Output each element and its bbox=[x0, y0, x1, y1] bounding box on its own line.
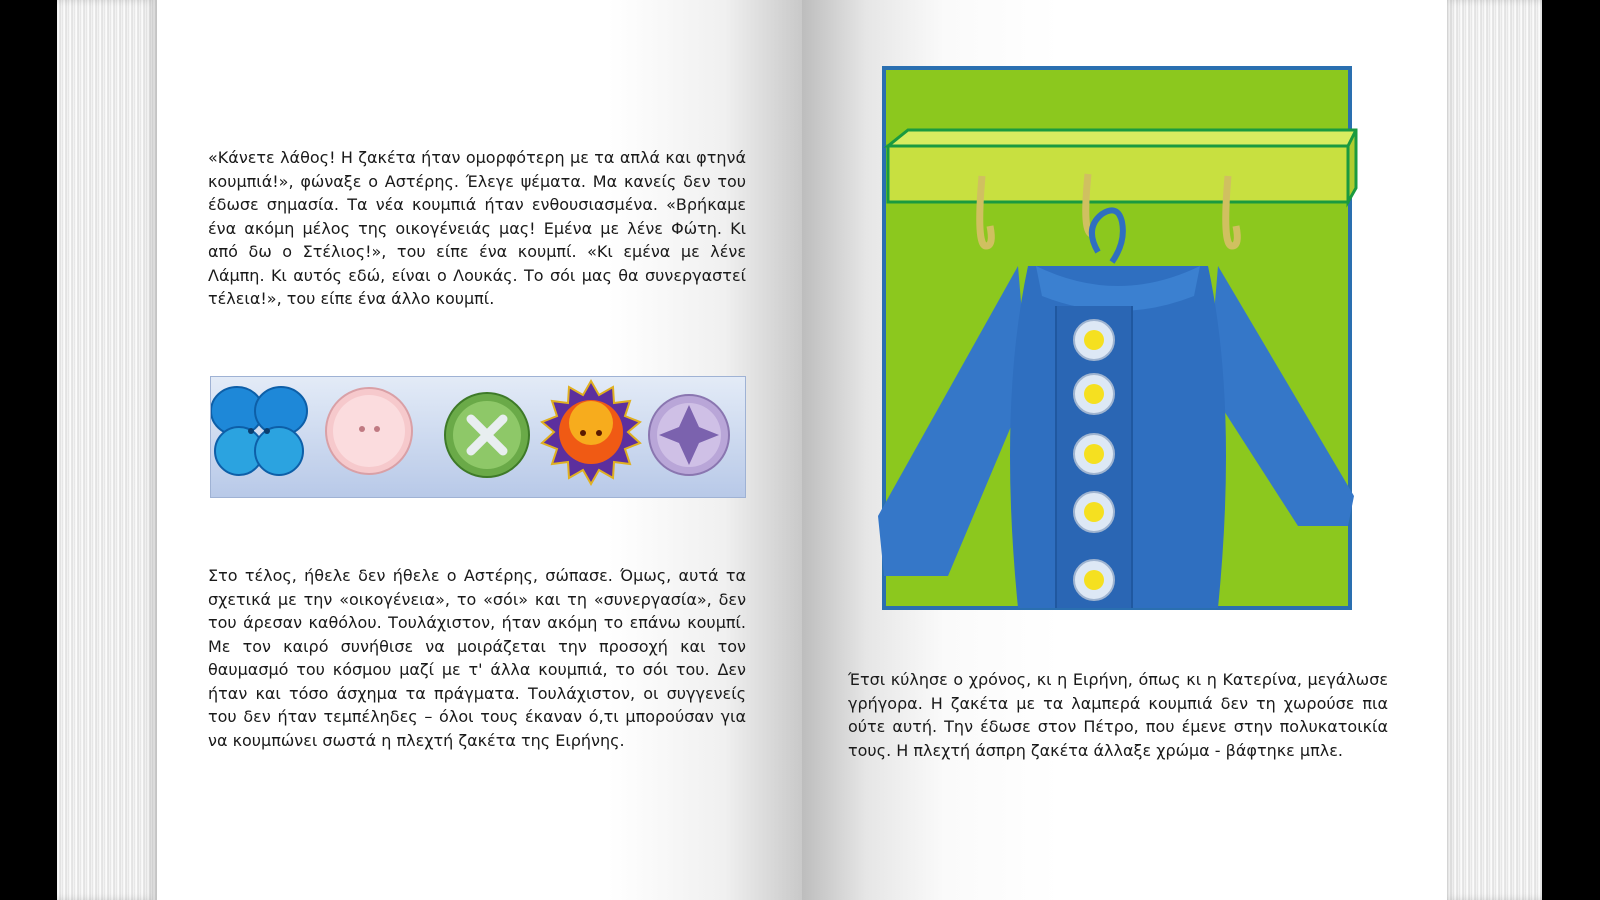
pink-button-icon bbox=[326, 388, 412, 474]
right-page-stack bbox=[1442, 0, 1542, 900]
left-bottom-text: Στο τέλος, ήθελε δεν ήθελε ο Αστέρης, σώπασε. Όμως, αυτά τα σχετικά με την «οικογένεια», το «σόι» και τη «συνεργασία», δεν του άρεσαν καθόλου. Τουλάχιστον, ήταν ακόμη το επάνω κουμπί. Με τον καιρό συνήθισε να μοιράζεται την προσοχή και τον θαυμασμό του κόσμου μαζί με τ' άλλα κουμπιά, το σόι του. Δεν ήταν και τόσο άσχημα τα πράγματα. Τουλάχιστον, οι συγγενείς του δεν ήταν τεμπέληδες – όλοι τους έκαναν ό,τι μπορούσαν για να κουμπώνει σωστά η πλεχτή ζακέτα της Ειρήνης. bbox=[208, 566, 746, 750]
right-text: Έτσι κύλησε ο χρόνος, κι η Ειρήνη, όπως κι η Κατερίνα, μεγάλωσε γρήγορα. Η ζακέτα με τα λαμπερά κουμπιά δεν τη χωρούσε πια ούτε αυτή. Την έδωσε στον Πέτρο, που έμενε στην πολυκατοικία τους. Η πλεχτή άσπρη ζακέτα άλλαξε χρώμα - βάφτηκε μπλε. bbox=[848, 670, 1388, 760]
purple-star-button-icon bbox=[649, 395, 729, 475]
left-page-stack bbox=[57, 0, 157, 900]
left-page-bottom-paragraph bbox=[208, 564, 746, 752]
buttons-illustration bbox=[210, 376, 746, 498]
green-x-button-icon bbox=[445, 393, 529, 477]
right-page-paragraph bbox=[848, 668, 1388, 762]
butterfly-button-icon bbox=[211, 387, 307, 475]
left-top-text: «Κάνετε λάθος! Η ζακέτα ήταν ομορφότερη με τα απλά και φτηνά κουμπιά!», φώναξε ο Αστέρης. Έλεγε ψέματα. Μα κανείς δεν του έδωσε σημασία. Τα νέα κουμπιά ήταν ενθουσιασμένα. «Βρήκαμε ένα ακόμη μέλος της οικογένειάς μας! Εμένα με λένε Φώτη. Κι από δω ο Στέλιος!», του είπε ένα κουμπί. «Κι εμένα με λένε Λάμπη. Κι αυτός εδώ, είναι ο Λουκάς. Το σόι μας θα συνεργαστεί τέλεια!», του είπε ένα άλλο κουμπί. bbox=[208, 148, 746, 308]
sun-button-icon bbox=[542, 381, 640, 484]
left-page-top-paragraph bbox=[208, 146, 746, 311]
jacket-illustration bbox=[878, 56, 1378, 622]
